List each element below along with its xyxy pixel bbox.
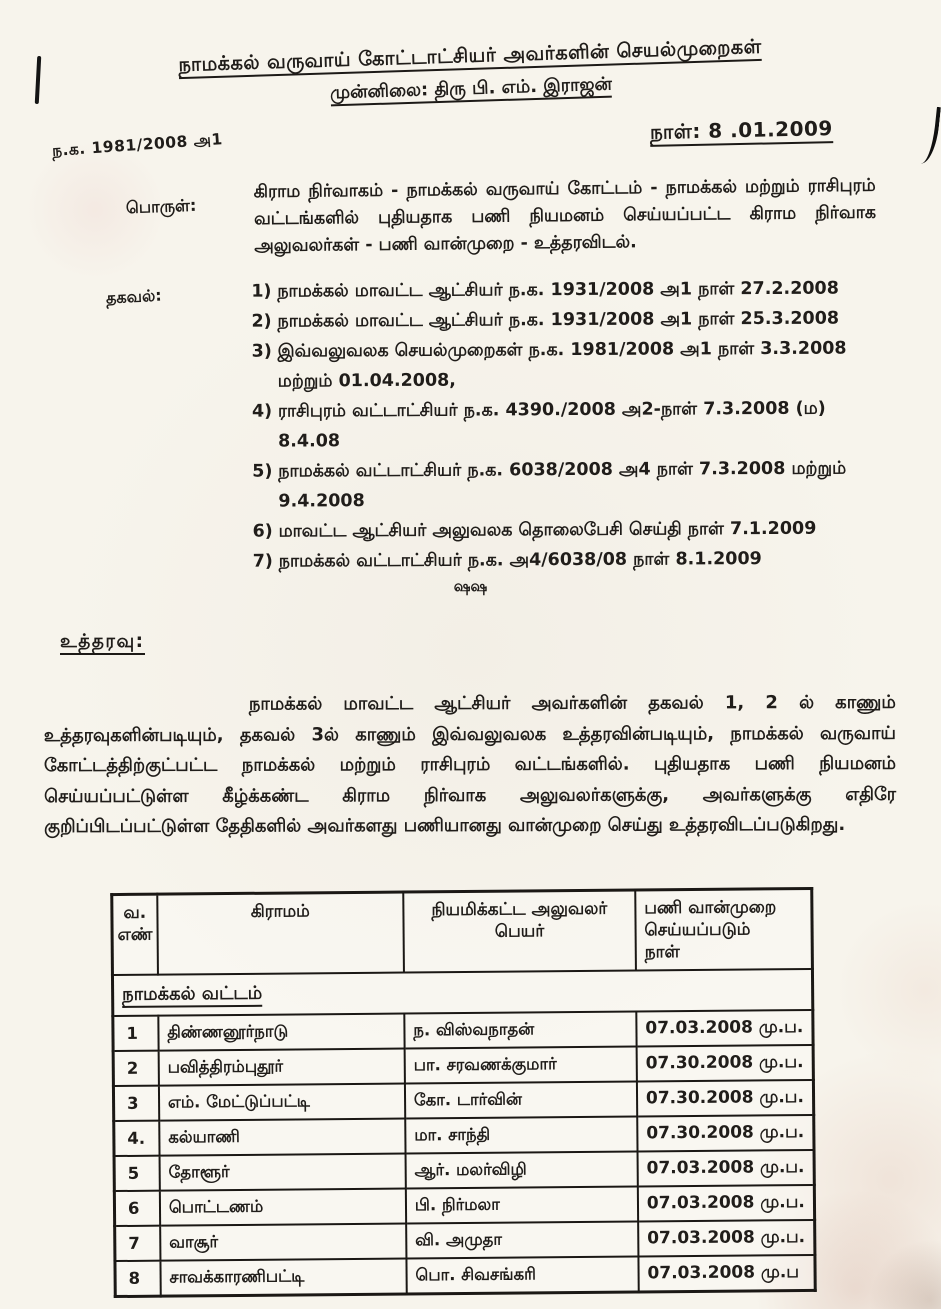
officer-cell: வி. அமுதா bbox=[406, 1221, 638, 1258]
order-heading: உத்தரவு: bbox=[60, 631, 145, 654]
officer-cell: பா. சரவணக்குமார் bbox=[405, 1046, 637, 1083]
reference-item: 7) நாமக்கல் வட்டாட்சியர் ந.க. அ4/6038/08 நாள் 8.1.2009 bbox=[252, 549, 762, 572]
village-cell: திண்ணனூர்நாடு bbox=[158, 1014, 404, 1051]
reference-number: ந.க. 1981/2008 அ1 bbox=[51, 130, 224, 160]
date-cell: 07.03.2008 மு.ப. bbox=[638, 1220, 815, 1257]
reference-item: 5) நாமக்கல் வட்டாட்சியர் ந.க. 6038/2008 அ4 நாள் 7.3.2008 மற்றும் 9.4.2008 bbox=[252, 458, 847, 512]
table-row: 5 தோளூர் ஆர். மலர்விழி 07.03.2008 மு.ப. bbox=[114, 1150, 814, 1191]
document-header bbox=[69, 31, 871, 113]
reference-item: 1) நாமக்கல் மாவட்ட ஆட்சியர் ந.க. 1931/2008 அ1 நாள் 27.2.2008 bbox=[251, 278, 839, 302]
references-label: தகவல்: bbox=[105, 285, 163, 308]
village-cell: எம். மேட்டுப்பட்டி bbox=[159, 1084, 405, 1121]
section-separator: ஷஷ bbox=[453, 577, 488, 595]
village-cell: சாவக்காரணிபட்டி bbox=[160, 1259, 406, 1297]
subject-label: பொருள்: bbox=[125, 195, 197, 218]
table-header-row bbox=[112, 888, 812, 975]
table-row: 6 பொட்டணம் பி. நிர்மலா 07.03.2008 மு.ப. bbox=[114, 1185, 814, 1226]
officer-cell: பொ. சிவசங்கரி bbox=[406, 1256, 638, 1294]
table-section-row bbox=[112, 969, 812, 1016]
table-row: 8 சாவக்காரணிபட்டி பொ. சிவசங்கரி 07.03.2008 மு.ப bbox=[115, 1255, 815, 1297]
officer-cell: ஆர். மலர்விழி bbox=[405, 1151, 637, 1188]
date-cell: 07.30.2008 மு.ப. bbox=[637, 1045, 814, 1082]
date-cell: 07.30.2008 மு.ப. bbox=[637, 1115, 814, 1152]
table-row: 4. கல்யாணி மா. சாந்தி 07.30.2008 மு.ப. bbox=[114, 1115, 814, 1156]
village-cell: பவித்திரம்புதூர் bbox=[159, 1049, 405, 1086]
officer-cell: ந. விஸ்வநாதன் bbox=[404, 1011, 636, 1048]
table-row: 7 வாசூர் வி. அமுதா 07.03.2008 மு.ப. bbox=[115, 1220, 815, 1261]
date-cell: 07.30.2008 மு.ப. bbox=[637, 1080, 814, 1117]
col-header-officer: நியமிக்கட்ட அலுவலர் பெயர் bbox=[403, 890, 636, 973]
reference-item: 3) இவ்வலுவலக செயல்முறைகள் ந.க. 1981/2008 அ1 நாள் 3.3.2008 மற்றும் 01.04.2008, bbox=[251, 338, 847, 392]
table-row: 1 திண்ணனூர்நாடு ந. விஸ்வநாதன் 07.03.2008 மு.ப. bbox=[113, 1010, 813, 1051]
village-cell: கல்யாணி bbox=[159, 1119, 405, 1156]
officer-cell: மா. சாந்தி bbox=[405, 1116, 637, 1153]
subject-text: கிராம நிர்வாகம் - நாமக்கல் வருவாய் கோட்டம் - நாமக்கல் மற்றும் ராசிபுரம் வட்டங்களில் புதியதாக பணி நியமனம் செய்யப்பட்ட கிராம நிர்வாக அலுவலர்கள் - பணி வான்முறை - உத்தரவிடல். bbox=[253, 175, 877, 257]
reference-item: 4) ராசிபுரம் வட்டாட்சியர் ந.க. 4390./2008 அ2-நாள் 7.3.2008 (ம) 8.4.08 bbox=[251, 398, 826, 452]
document-date: நாள்: 8 .01.2009 bbox=[650, 116, 833, 147]
appointments-table-wrapper bbox=[110, 887, 816, 1298]
col-header-serial: வ. எண் bbox=[112, 894, 158, 975]
officer-cell: பி. நிர்மலா bbox=[406, 1186, 638, 1223]
date-cell: 07.03.2008 மு.ப bbox=[638, 1255, 815, 1292]
village-cell: வாசூர் bbox=[160, 1224, 406, 1261]
officer-cell: கோ. டார்வின் bbox=[405, 1081, 637, 1118]
date-cell: 07.03.2008 மு.ப. bbox=[636, 1010, 813, 1047]
order-paragraph: நாமக்கல் மாவட்ட ஆட்சியர் அவர்களின் தகவல் 1, 2 ல் காணும் உத்தரவுகளின்படியும், தகவல் 3ல் காணும் இவ்வலுவலக உத்தரவின்படியும், நாமக்கல் வருவாய் கோட்டத்திற்குட்பட்ட நாமக்கல் மற்றும் ராசிபுரம் வட்டங்களில். புதியதாக பணி நியமனம் செய்யப்பட்டுள்ள கீழ்க்கண்ட கிராம நிர்வாக அலுவலர்களுக்கு, அவர்களுக்கு எதிரே குறிப்பிடப்பட்டுள்ள தேதிகளில் அவர்களது பணியானது வான்முறை செய்து உத்தரவிடப்படுகிறது. bbox=[43, 691, 897, 838]
reference-item: 6) மாவட்ட ஆட்சியர் அலுவலக தொலைபேசி செய்தி நாள் 7.1.2009 bbox=[252, 518, 817, 542]
pen-mark bbox=[35, 56, 42, 104]
references-list bbox=[251, 273, 895, 576]
col-header-join-date: பணி வான்முறை செய்யப்படும் நாள் bbox=[635, 888, 812, 970]
page-corner-scan-mark bbox=[915, 105, 941, 165]
col-header-village: கிராமம் bbox=[157, 892, 404, 975]
village-cell: பொட்டணம் bbox=[160, 1189, 406, 1226]
appointments-table bbox=[110, 887, 816, 1298]
village-cell: தோளூர் bbox=[159, 1154, 405, 1191]
table-row: 3 எம். மேட்டுப்பட்டி கோ. டார்வின் 07.30.2008 மு.ப. bbox=[113, 1080, 813, 1121]
table-row: 2 பவித்திரம்புதூர் பா. சரவணக்குமார் 07.30.2008 மு.ப. bbox=[113, 1045, 813, 1086]
section-title: நாமக்கல் வட்டம் bbox=[112, 969, 812, 1016]
date-cell: 07.03.2008 மு.ப. bbox=[637, 1150, 814, 1187]
date-cell: 07.03.2008 மு.ப. bbox=[638, 1185, 815, 1222]
document-title: நாமக்கல் வருவாய் கோட்டாட்சியர் அவர்களின் செயல்முறைகள் bbox=[69, 31, 870, 82]
reference-item: 2) நாமக்கல் மாவட்ட ஆட்சியர் ந.க. 1931/2008 அ1 நாள் 25.3.2008 bbox=[251, 308, 840, 332]
presiding-officer-line: முன்னிலை: திரு பி. எம். இராஜன் bbox=[70, 65, 871, 113]
